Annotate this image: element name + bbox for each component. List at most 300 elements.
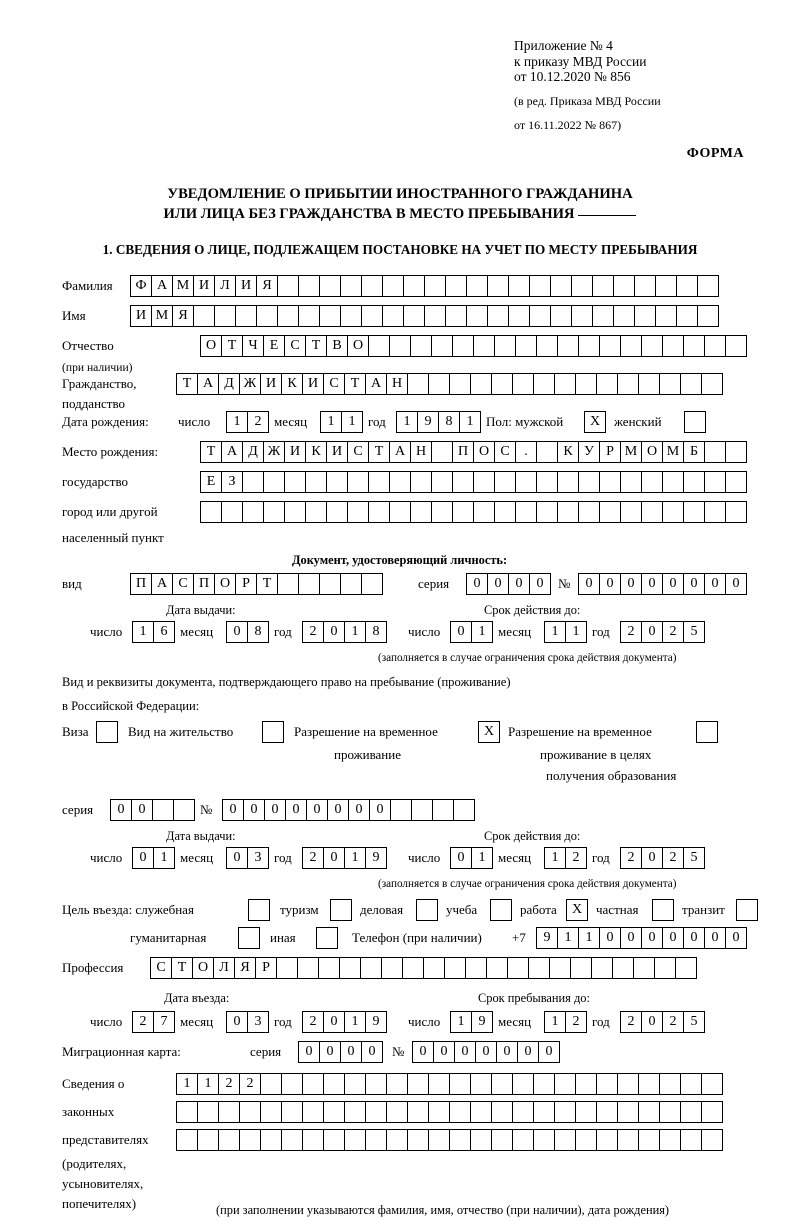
cell[interactable] (319, 573, 341, 595)
cell[interactable]: 0 (450, 847, 472, 869)
identity-doc-series-cells[interactable] (466, 573, 550, 595)
issue-month-cells[interactable] (226, 621, 268, 643)
cell[interactable]: 1 (176, 1073, 198, 1095)
cell[interactable] (549, 957, 571, 979)
cell[interactable] (428, 1101, 450, 1123)
cell[interactable]: 0 (725, 927, 747, 949)
cell[interactable] (696, 721, 718, 743)
cell[interactable] (599, 471, 621, 493)
cell[interactable] (680, 1129, 702, 1151)
cell[interactable]: И (302, 373, 324, 395)
cell[interactable]: 0 (599, 927, 621, 949)
cell[interactable]: 0 (454, 1041, 476, 1063)
cell[interactable] (533, 1101, 555, 1123)
cell[interactable] (638, 1073, 660, 1095)
cell[interactable] (591, 957, 613, 979)
cell[interactable] (617, 1101, 639, 1123)
name-cells[interactable] (130, 305, 718, 327)
cell[interactable] (680, 1073, 702, 1095)
cell[interactable] (284, 471, 306, 493)
cell[interactable]: 0 (433, 1041, 455, 1063)
cell[interactable] (490, 899, 512, 921)
cell[interactable]: 0 (538, 1041, 560, 1063)
cell[interactable]: Ж (239, 373, 261, 395)
cell[interactable]: 9 (417, 411, 439, 433)
cell[interactable] (298, 305, 320, 327)
cell[interactable]: О (473, 441, 495, 463)
cell[interactable] (470, 373, 492, 395)
cell[interactable] (533, 373, 555, 395)
cell[interactable] (263, 471, 285, 493)
cell[interactable]: Ч (242, 335, 264, 357)
cell[interactable] (592, 305, 614, 327)
cell[interactable] (424, 275, 446, 297)
valid-year-cells[interactable] (620, 621, 704, 643)
cell[interactable] (701, 373, 723, 395)
cell[interactable] (431, 441, 453, 463)
cell[interactable] (238, 927, 260, 949)
cell[interactable] (512, 1073, 534, 1095)
sex-male-checkbox[interactable] (584, 411, 605, 433)
cell[interactable]: У (578, 441, 600, 463)
cell[interactable]: П (130, 573, 152, 595)
cell[interactable]: 0 (725, 573, 747, 595)
cell[interactable] (578, 335, 600, 357)
cell[interactable]: 2 (662, 621, 684, 643)
cell[interactable] (452, 335, 474, 357)
cell[interactable] (452, 501, 474, 523)
cell[interactable]: 0 (319, 1041, 341, 1063)
cell[interactable] (323, 1129, 345, 1151)
cell[interactable] (634, 305, 656, 327)
cell[interactable] (340, 305, 362, 327)
stay-issue-year-cells[interactable] (302, 847, 386, 869)
cell[interactable] (410, 501, 432, 523)
legal-reps-cells-row2[interactable] (176, 1101, 722, 1123)
cell[interactable] (638, 373, 660, 395)
cell[interactable]: Т (305, 335, 327, 357)
cell[interactable]: И (193, 275, 215, 297)
cell[interactable]: 0 (641, 847, 663, 869)
cell[interactable] (96, 721, 118, 743)
purpose-checkbox-tranzit[interactable] (736, 899, 757, 921)
residence-checkbox[interactable] (262, 721, 283, 743)
cell[interactable]: 0 (361, 1041, 383, 1063)
cell[interactable]: X (566, 899, 588, 921)
cell[interactable]: 0 (226, 1011, 248, 1033)
cell[interactable]: 0 (641, 621, 663, 643)
cell[interactable] (641, 501, 663, 523)
cell[interactable] (361, 275, 383, 297)
cell[interactable]: Т (221, 335, 243, 357)
cell[interactable] (277, 305, 299, 327)
cell[interactable] (407, 373, 429, 395)
cell[interactable] (536, 441, 558, 463)
cell[interactable] (725, 441, 747, 463)
cell[interactable] (262, 721, 284, 743)
patronymic-cells[interactable] (200, 335, 746, 357)
cell[interactable] (407, 1101, 429, 1123)
phone-cells[interactable] (536, 927, 746, 949)
purpose-checkbox-rabota[interactable] (566, 899, 587, 921)
cell[interactable]: 0 (662, 927, 684, 949)
cell[interactable] (494, 471, 516, 493)
cell[interactable]: 1 (459, 411, 481, 433)
cell[interactable]: З (221, 471, 243, 493)
cell[interactable] (239, 1129, 261, 1151)
cell[interactable] (239, 1101, 261, 1123)
cell[interactable]: 0 (508, 573, 530, 595)
cell[interactable] (662, 471, 684, 493)
cell[interactable] (701, 1101, 723, 1123)
cell[interactable] (641, 335, 663, 357)
cell[interactable]: П (193, 573, 215, 595)
cell[interactable] (571, 305, 593, 327)
cell[interactable]: 0 (466, 573, 488, 595)
cell[interactable] (638, 1129, 660, 1151)
issue-year-cells[interactable] (302, 621, 386, 643)
purpose-checkbox-turizm[interactable] (330, 899, 351, 921)
cell[interactable] (339, 957, 361, 979)
cell[interactable] (323, 1101, 345, 1123)
cell[interactable] (344, 1129, 366, 1151)
cell[interactable] (410, 335, 432, 357)
cell[interactable]: М (662, 441, 684, 463)
entry-day-cells[interactable] (132, 1011, 174, 1033)
cell[interactable] (662, 501, 684, 523)
cell[interactable] (449, 1073, 471, 1095)
temp-residence-checkbox[interactable] (478, 721, 499, 743)
cell[interactable]: 3 (247, 847, 269, 869)
cell[interactable] (432, 799, 454, 821)
cell[interactable] (536, 471, 558, 493)
cell[interactable]: 0 (306, 799, 328, 821)
issue-day-cells[interactable] (132, 621, 174, 643)
cell[interactable] (344, 1101, 366, 1123)
cell[interactable]: 0 (641, 1011, 663, 1033)
cell[interactable]: Л (214, 275, 236, 297)
cell[interactable] (512, 1129, 534, 1151)
cell[interactable] (389, 335, 411, 357)
cell[interactable] (554, 373, 576, 395)
cell[interactable] (316, 927, 338, 949)
birth-place-cells-row1[interactable] (200, 441, 746, 463)
cell[interactable] (368, 501, 390, 523)
cell[interactable]: 1 (344, 847, 366, 869)
migration-number-cells[interactable] (412, 1041, 559, 1063)
cell[interactable] (620, 335, 642, 357)
cell[interactable] (340, 573, 362, 595)
cell[interactable]: П (452, 441, 474, 463)
cell[interactable]: 0 (578, 573, 600, 595)
cell[interactable]: 2 (302, 621, 324, 643)
cell[interactable]: 2 (620, 621, 642, 643)
stay-until-day-cells[interactable] (450, 1011, 492, 1033)
cell[interactable]: 1 (544, 621, 566, 643)
cell[interactable] (515, 501, 537, 523)
cell[interactable] (428, 373, 450, 395)
cell[interactable]: 1 (344, 621, 366, 643)
cell[interactable]: 0 (243, 799, 265, 821)
cell[interactable]: О (192, 957, 214, 979)
cell[interactable] (596, 1073, 618, 1095)
cell[interactable] (193, 305, 215, 327)
cell[interactable] (281, 1129, 303, 1151)
stay-valid-month-cells[interactable] (544, 847, 586, 869)
cell[interactable]: 9 (365, 847, 387, 869)
cell[interactable] (659, 1073, 681, 1095)
cell[interactable]: 1 (344, 1011, 366, 1033)
purpose-checkbox-gumanitarnaya[interactable] (238, 927, 259, 949)
cell[interactable]: Т (200, 441, 222, 463)
cell[interactable] (431, 501, 453, 523)
cell[interactable] (361, 305, 383, 327)
cell[interactable] (449, 373, 471, 395)
purpose-checkbox-sluzhebnaya[interactable] (248, 899, 269, 921)
cell[interactable] (575, 373, 597, 395)
cell[interactable] (701, 1073, 723, 1095)
cell[interactable] (557, 335, 579, 357)
cell[interactable] (470, 1073, 492, 1095)
cell[interactable]: О (641, 441, 663, 463)
cell[interactable]: 0 (412, 1041, 434, 1063)
stay-issue-day-cells[interactable] (132, 847, 174, 869)
cell[interactable] (473, 471, 495, 493)
cell[interactable]: Б (683, 441, 705, 463)
cell[interactable] (617, 1129, 639, 1151)
identity-doc-type-cells[interactable] (130, 573, 382, 595)
cell[interactable] (684, 411, 706, 433)
surname-cells[interactable] (130, 275, 718, 297)
cell[interactable] (655, 305, 677, 327)
cell[interactable] (487, 305, 509, 327)
cell[interactable] (683, 501, 705, 523)
stay-doc-series-cells[interactable] (110, 799, 194, 821)
cell[interactable]: 2 (662, 847, 684, 869)
cell[interactable]: 0 (620, 927, 642, 949)
cell[interactable]: 0 (487, 573, 509, 595)
cell[interactable] (302, 1073, 324, 1095)
cell[interactable]: 2 (247, 411, 269, 433)
cell[interactable] (326, 501, 348, 523)
cell[interactable]: 2 (302, 847, 324, 869)
cell[interactable]: В (326, 335, 348, 357)
cell[interactable]: X (478, 721, 500, 743)
cell[interactable] (248, 899, 270, 921)
cell[interactable] (634, 275, 656, 297)
cell[interactable]: Т (176, 373, 198, 395)
cell[interactable]: С (284, 335, 306, 357)
cell[interactable] (323, 1073, 345, 1095)
migration-series-cells[interactable] (298, 1041, 382, 1063)
cell[interactable] (305, 501, 327, 523)
cell[interactable]: Р (255, 957, 277, 979)
cell[interactable] (578, 471, 600, 493)
cell[interactable]: А (197, 373, 219, 395)
cell[interactable] (470, 1101, 492, 1123)
cell[interactable] (382, 275, 404, 297)
cell[interactable]: 2 (620, 847, 642, 869)
cell[interactable] (302, 1129, 324, 1151)
cell[interactable] (680, 1101, 702, 1123)
cell[interactable] (617, 1073, 639, 1095)
edu-residence-checkbox[interactable] (696, 721, 717, 743)
cell[interactable] (466, 305, 488, 327)
cell[interactable]: 2 (565, 847, 587, 869)
cell[interactable] (554, 1129, 576, 1151)
cell[interactable] (263, 501, 285, 523)
cell[interactable]: О (347, 335, 369, 357)
cell[interactable] (554, 1101, 576, 1123)
cell[interactable] (319, 305, 341, 327)
cell[interactable]: К (305, 441, 327, 463)
cell[interactable] (599, 501, 621, 523)
cell[interactable] (529, 305, 551, 327)
cell[interactable]: С (150, 957, 172, 979)
cell[interactable] (491, 373, 513, 395)
cell[interactable]: 0 (450, 621, 472, 643)
cell[interactable] (381, 957, 403, 979)
cell[interactable] (390, 799, 412, 821)
cell[interactable]: 5 (683, 847, 705, 869)
cell[interactable] (318, 957, 340, 979)
cell[interactable] (515, 335, 537, 357)
cell[interactable] (529, 275, 551, 297)
cell[interactable] (403, 305, 425, 327)
cell[interactable] (508, 275, 530, 297)
cell[interactable]: 0 (323, 1011, 345, 1033)
cell[interactable] (340, 275, 362, 297)
cell[interactable]: 0 (226, 847, 248, 869)
cell[interactable]: 0 (529, 573, 551, 595)
cell[interactable]: 2 (132, 1011, 154, 1033)
stay-until-year-cells[interactable] (620, 1011, 704, 1033)
cell[interactable]: 0 (620, 573, 642, 595)
stay-valid-day-cells[interactable] (450, 847, 492, 869)
citizenship-cells[interactable] (176, 373, 722, 395)
cell[interactable]: 1 (557, 927, 579, 949)
cell[interactable]: 2 (565, 1011, 587, 1033)
cell[interactable]: С (172, 573, 194, 595)
cell[interactable]: Т (256, 573, 278, 595)
cell[interactable] (416, 899, 438, 921)
cell[interactable] (298, 573, 320, 595)
cell[interactable]: 1 (132, 621, 154, 643)
cell[interactable]: О (200, 335, 222, 357)
cell[interactable] (431, 335, 453, 357)
cell[interactable]: А (365, 373, 387, 395)
birth-day-cells[interactable] (226, 411, 268, 433)
cell[interactable] (281, 1101, 303, 1123)
cell[interactable] (680, 373, 702, 395)
cell[interactable]: 0 (323, 621, 345, 643)
cell[interactable] (276, 957, 298, 979)
cell[interactable] (557, 471, 579, 493)
cell[interactable] (297, 957, 319, 979)
cell[interactable]: М (151, 305, 173, 327)
cell[interactable] (218, 1129, 240, 1151)
cell[interactable] (557, 501, 579, 523)
cell[interactable] (704, 441, 726, 463)
cell[interactable]: А (221, 441, 243, 463)
cell[interactable] (533, 1129, 555, 1151)
cell[interactable] (431, 471, 453, 493)
cell[interactable]: 1 (450, 1011, 472, 1033)
cell[interactable] (599, 335, 621, 357)
cell[interactable]: 0 (110, 799, 132, 821)
cell[interactable]: 0 (704, 573, 726, 595)
cell[interactable] (704, 501, 726, 523)
cell[interactable] (675, 957, 697, 979)
cell[interactable] (620, 501, 642, 523)
cell[interactable]: Т (344, 373, 366, 395)
cell[interactable]: 0 (704, 927, 726, 949)
cell[interactable]: 8 (438, 411, 460, 433)
cell[interactable] (319, 275, 341, 297)
cell[interactable] (277, 275, 299, 297)
cell[interactable] (452, 471, 474, 493)
cell[interactable] (697, 305, 719, 327)
cell[interactable] (382, 305, 404, 327)
cell[interactable] (654, 957, 676, 979)
cell[interactable] (683, 471, 705, 493)
cell[interactable] (260, 1129, 282, 1151)
cell[interactable] (655, 275, 677, 297)
cell[interactable] (659, 373, 681, 395)
cell[interactable]: К (281, 373, 303, 395)
cell[interactable] (444, 957, 466, 979)
cell[interactable] (512, 373, 534, 395)
cell[interactable] (424, 305, 446, 327)
cell[interactable] (449, 1129, 471, 1151)
cell[interactable]: 9 (536, 927, 558, 949)
cell[interactable]: 1 (226, 411, 248, 433)
cell[interactable] (491, 1101, 513, 1123)
birth-month-cells[interactable] (320, 411, 362, 433)
purpose-checkbox-chastnaya[interactable] (652, 899, 673, 921)
cell[interactable]: 3 (247, 1011, 269, 1033)
cell[interactable] (173, 799, 195, 821)
cell[interactable] (697, 275, 719, 297)
cell[interactable]: Е (263, 335, 285, 357)
cell[interactable] (704, 335, 726, 357)
valid-month-cells[interactable] (544, 621, 586, 643)
cell[interactable] (486, 957, 508, 979)
cell[interactable] (445, 275, 467, 297)
cell[interactable] (176, 1129, 198, 1151)
cell[interactable] (214, 305, 236, 327)
cell[interactable]: 0 (264, 799, 286, 821)
cell[interactable] (536, 335, 558, 357)
cell[interactable]: С (494, 441, 516, 463)
cell[interactable] (389, 501, 411, 523)
cell[interactable] (298, 275, 320, 297)
cell[interactable]: К (557, 441, 579, 463)
cell[interactable]: 0 (641, 573, 663, 595)
cell[interactable]: Н (386, 373, 408, 395)
cell[interactable]: Я (234, 957, 256, 979)
cell[interactable]: 1 (578, 927, 600, 949)
cell[interactable] (676, 275, 698, 297)
cell[interactable]: 0 (323, 847, 345, 869)
cell[interactable] (473, 501, 495, 523)
cell[interactable] (466, 275, 488, 297)
entry-month-cells[interactable] (226, 1011, 268, 1033)
cell[interactable] (449, 1101, 471, 1123)
cell[interactable]: 0 (496, 1041, 518, 1063)
cell[interactable]: О (214, 573, 236, 595)
cell[interactable]: 0 (683, 927, 705, 949)
